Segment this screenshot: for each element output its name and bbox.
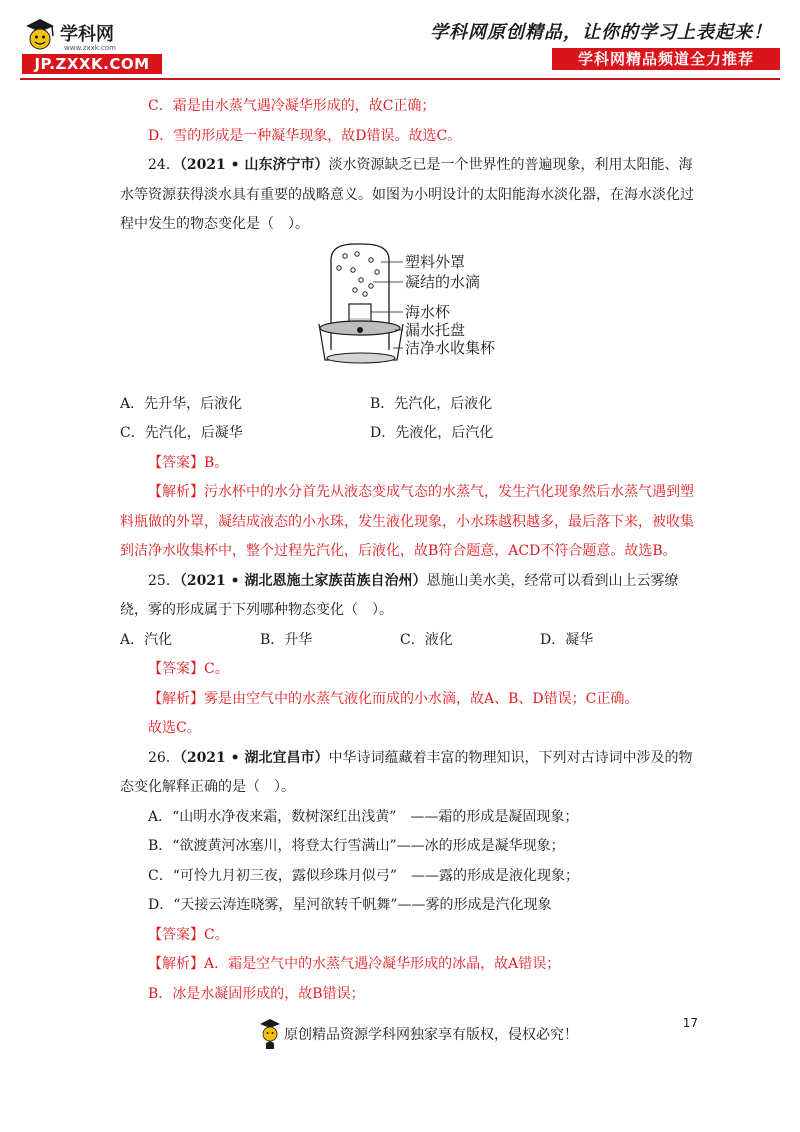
option-c: C．“可怜九月初三夜，露似珍珠月似弓” ——露的形成是液化现象； (148, 867, 580, 884)
label-plastic-cover: 塑料外罩 (405, 252, 466, 271)
footer-copyright: 原创精品资源学科网独家享有版权，侵权必究！ (284, 1027, 578, 1043)
option-c: C．先汽化，后凝华 (120, 425, 243, 441)
question-number: 26． (148, 749, 180, 766)
logo-url: www.zxxk.com (64, 44, 116, 52)
q25-answer: 【答案】C。 (148, 661, 229, 677)
logo-badge: JP.ZXXK.COM (22, 54, 162, 74)
page-footer (0, 1010, 800, 1070)
label-collection-cup: 洁净水收集杯 (405, 338, 496, 357)
desalinator-diagram (315, 240, 535, 385)
q24-options-row-2 (120, 419, 700, 449)
q26-answer: 【答案】C。 (148, 926, 229, 943)
q24-analysis: 【解析】污水杯中的水分首先从液态变成气态的水蒸气，发生汽化现象然后水蒸气遇到塑料瓶做的外罩，凝结成液态的小水珠，发生液化现象，小水珠越积越多，最后落下来，被收集到洁净水收集杯中，整个过程先汽化，后液化，故B符合题意，ACD不符合题意。故选B。 (120, 484, 694, 559)
option-b: B．“欲渡黄河冰塞川，将登太行雪满山”——冰的形成是凝华现象； (148, 838, 565, 854)
question-source: （2021 • 湖北恩施土家族苗族自治州） (179, 572, 427, 589)
question-number: 24． (148, 157, 180, 173)
option-a: A．先升华，后液化 (120, 395, 243, 412)
question-26 (120, 744, 700, 803)
logo-title: 学科网 (60, 24, 114, 45)
q24-options-row-1 (120, 390, 700, 420)
question-source: （2021 • 湖北宜昌市） (179, 749, 329, 766)
mascot-icon (22, 14, 58, 58)
mascot-icon (258, 1016, 282, 1050)
page-number: 17 (682, 1016, 698, 1030)
option-d: D．先液化，后汽化 (370, 425, 494, 441)
header-divider (20, 78, 780, 80)
q26-analysis-b: B．冰是水凝固形成的，故B错误； (148, 985, 365, 1002)
header-slogan: 学科网原创精品，让你的学习上表起来！ (430, 22, 772, 43)
q24-answer: 【答案】B。 (148, 454, 229, 471)
page-content (120, 92, 700, 1009)
prev-analysis-c: C．霜是由水蒸气遇冷凝华形成的，故C正确； (148, 98, 436, 114)
option-c: C．液化 (400, 631, 453, 648)
label-water-drops: 凝结的水滴 (405, 272, 481, 291)
q25-analysis-end: 故选C。 (148, 720, 201, 736)
question-number: 25． (148, 572, 180, 589)
option-a: A．汽化 (120, 631, 173, 648)
header-slogan-badge: 学科网精品频道全力推荐 (552, 48, 780, 70)
zxxk-logo[interactable] (22, 14, 172, 76)
option-b: B．先汽化，后液化 (370, 395, 493, 412)
prev-analysis-d: D．雪的形成是一种凝华现象，故D错误。故选C。 (148, 127, 462, 144)
desalination-figure (120, 240, 700, 390)
q25-analysis: 【解析】雾是由空气中的水蒸气液化而成的小水滴，故A、B、D错误；C正确。 (148, 690, 639, 707)
option-a: A．“山明水净夜来霜，数树深红出浅黄” ——霜的形成是凝固现象； (148, 808, 579, 825)
label-seawater-cup: 海水杯 (405, 302, 451, 321)
option-d: D．“天接云涛连晓雾，星河欲转千帆舞”——雾的形成是汽化现象 (148, 897, 552, 913)
question-24 (120, 151, 700, 240)
option-d: D．凝华 (540, 631, 594, 648)
q26-analysis-a: 【解析】A．霜是空气中的水蒸气遇冷凝华形成的冰晶，故A错误； (148, 956, 561, 972)
question-source: （2021 • 山东济宁市） (179, 157, 329, 173)
page-header (0, 0, 800, 80)
question-text: 中华诗词蕴藏着丰富的物理知识，下列对古诗词中涉及的物态变化解释正确的是（ ）。 (120, 749, 693, 795)
q25-options-row (120, 626, 700, 656)
option-b: B．升华 (260, 631, 313, 648)
label-drain-tray: 漏水托盘 (405, 320, 466, 339)
question-text: 恩施山美水美，经常可以看到山上云雾缭绕，雾的形成属于下列哪种物态变化（ ）。 (120, 572, 679, 618)
question-25 (120, 567, 700, 626)
question-text: 淡水资源缺乏已是一个世界性的普遍现象，利用太阳能、海水等资源获得淡水具有重要的战略意义。如图为小明设计的太阳能海水淡化器，在海水淡化过程中发生的物态变化是（ ）。 (120, 157, 694, 232)
